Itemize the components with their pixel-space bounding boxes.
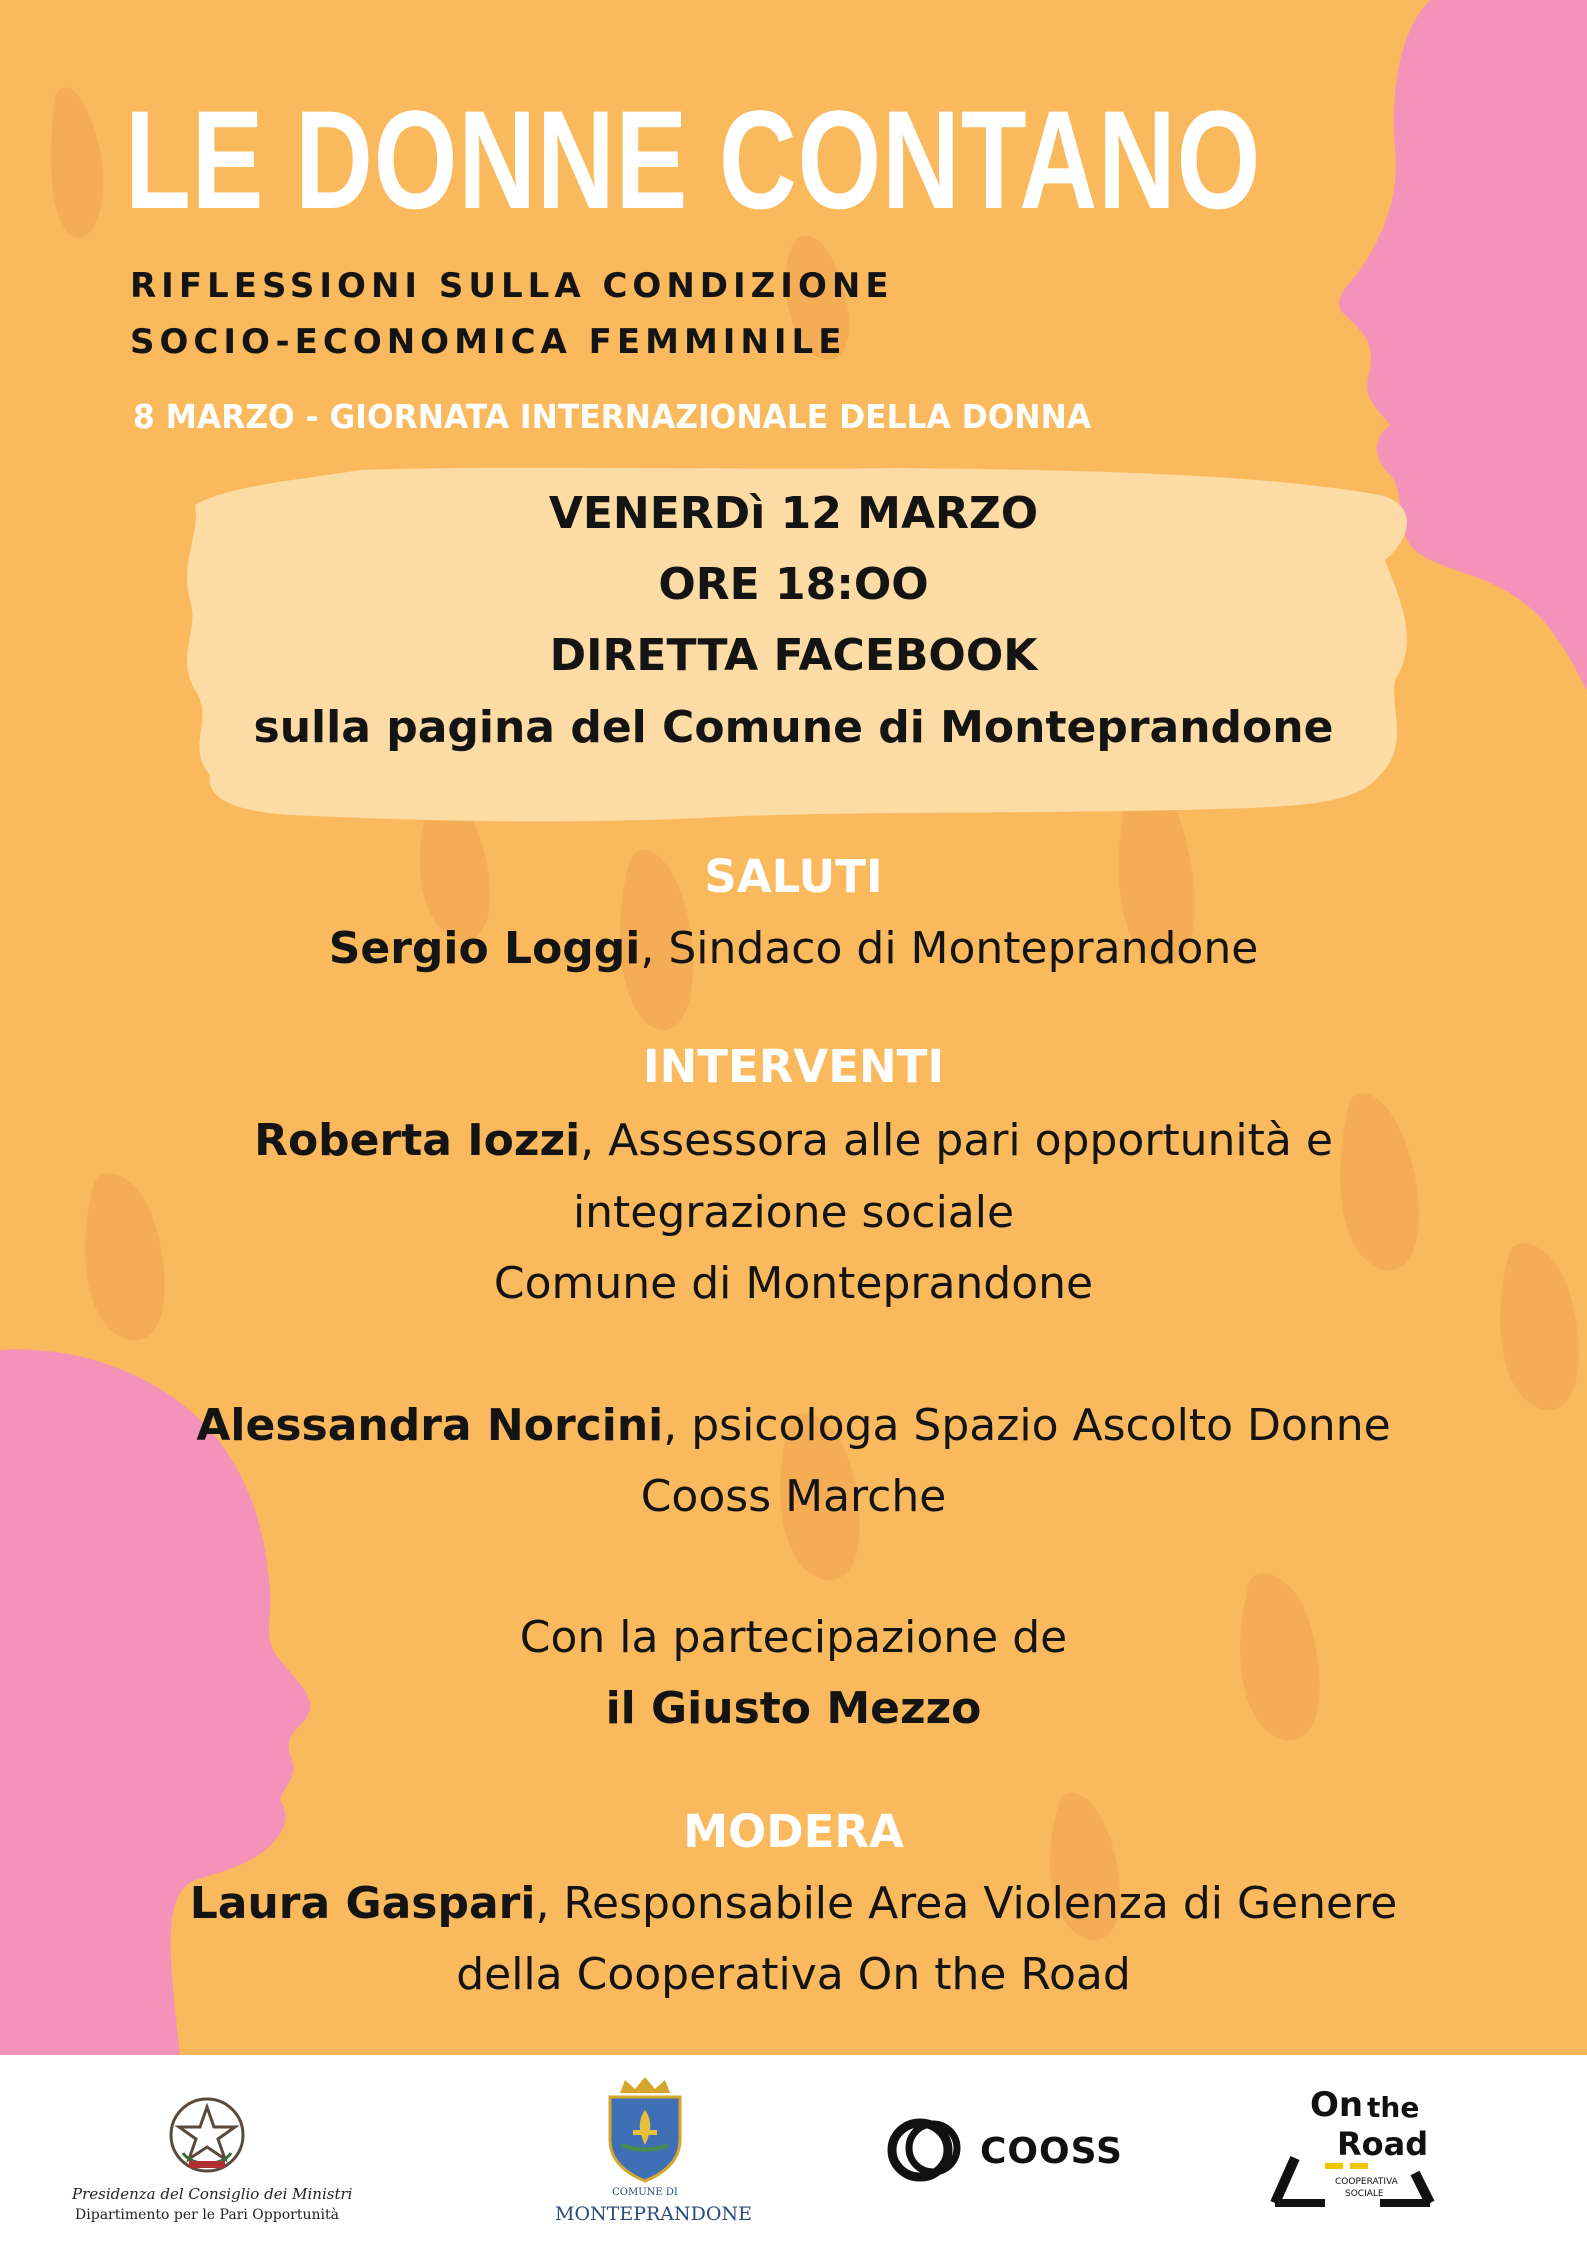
moderator-line-1 [0,1878,1587,1929]
subtitle-line-2: SOCIO-ECONOMICA FEMMINILE [130,322,847,362]
cooss-rings-icon [885,2115,975,2185]
speaker-1-line-1 [0,1115,1587,1166]
interventi-heading: INTERVENTI [642,1040,945,1093]
modera-heading: MODERA [683,1805,904,1858]
logo-otr-on: On [1310,2085,1364,2125]
logo-comune-monteprandone [555,2075,752,2240]
logo-cooss [885,2115,1123,2195]
republic-emblem-icon [167,2095,247,2175]
saluti-speaker [0,923,1587,974]
poster-title: LE DONNE CONTANO [125,81,1262,238]
moderator-name: Laura Gaspari [189,1878,536,1929]
participant-name [0,1683,1587,1734]
logo-otr-the: the [1367,2091,1420,2124]
speaker-1-line-3: Comune di Monteprandone [493,1258,1094,1309]
participation-line: Con la partecipazione de [519,1612,1068,1663]
speaker-2-role: , psicologa Spazio Ascolto Donne [663,1400,1391,1451]
event-channel: DIRETTA FACEBOOK [549,630,1038,681]
logo-otr-sub-2: SOCIALE [1345,2189,1384,2199]
speaker-1-line-2: integrazione sociale [572,1187,1015,1238]
event-time: ORE 18:OO [658,559,929,610]
subtitle-line-1: RIFLESSIONI SULLA CONDIZIONE [130,266,894,306]
event-day: VENERDì 12 MARZO [548,488,1039,539]
logo-presidenza-line-1: Presidenza del Consiglio dei Ministri [72,2185,353,2203]
logo-cooss-name: COOSS [980,2131,1123,2172]
logo-otr-sub-1: COOPERATIVA [1335,2177,1398,2187]
logo-presidenza-line-2: Dipartimento per le Pari Opportunità [75,2207,339,2223]
coat-of-arms-icon [600,2075,690,2185]
moderator-line-2: della Cooperativa On the Road [456,1949,1131,2000]
international-day-line: 8 MARZO - GIORNATA INTERNAZIONALE DELLA DONNA [133,397,1092,436]
logo-on-the-road [1265,2085,1445,2225]
logo-comune-small: COMUNE DI [612,2187,678,2198]
event-page: sulla pagina del Comune di Monteprandone [253,702,1334,753]
speaker-1-role: , Assessora alle pari opportunità e [580,1115,1333,1166]
saluti-speaker-name: Sergio Loggi [328,923,641,974]
sponsor-footer [0,2055,1587,2245]
speaker-2-line-1 [0,1400,1587,1451]
saluti-heading: SALUTI [704,850,883,903]
saluti-speaker-role: , Sindaco di Monteprandone [640,923,1259,974]
logo-comune-name: MONTEPRANDONE [555,2203,752,2225]
participant-name-bold: il Giusto Mezzo [605,1683,982,1734]
logo-presidenza [72,2095,353,2225]
speaker-2-line-2: Cooss Marche [640,1471,947,1522]
logo-otr-road: Road [1337,2125,1429,2163]
speaker-1-name: Roberta Iozzi [254,1115,581,1166]
moderator-role: , Responsabile Area Violenza di Genere [535,1878,1398,1929]
speaker-2-name: Alessandra Norcini [196,1400,664,1451]
